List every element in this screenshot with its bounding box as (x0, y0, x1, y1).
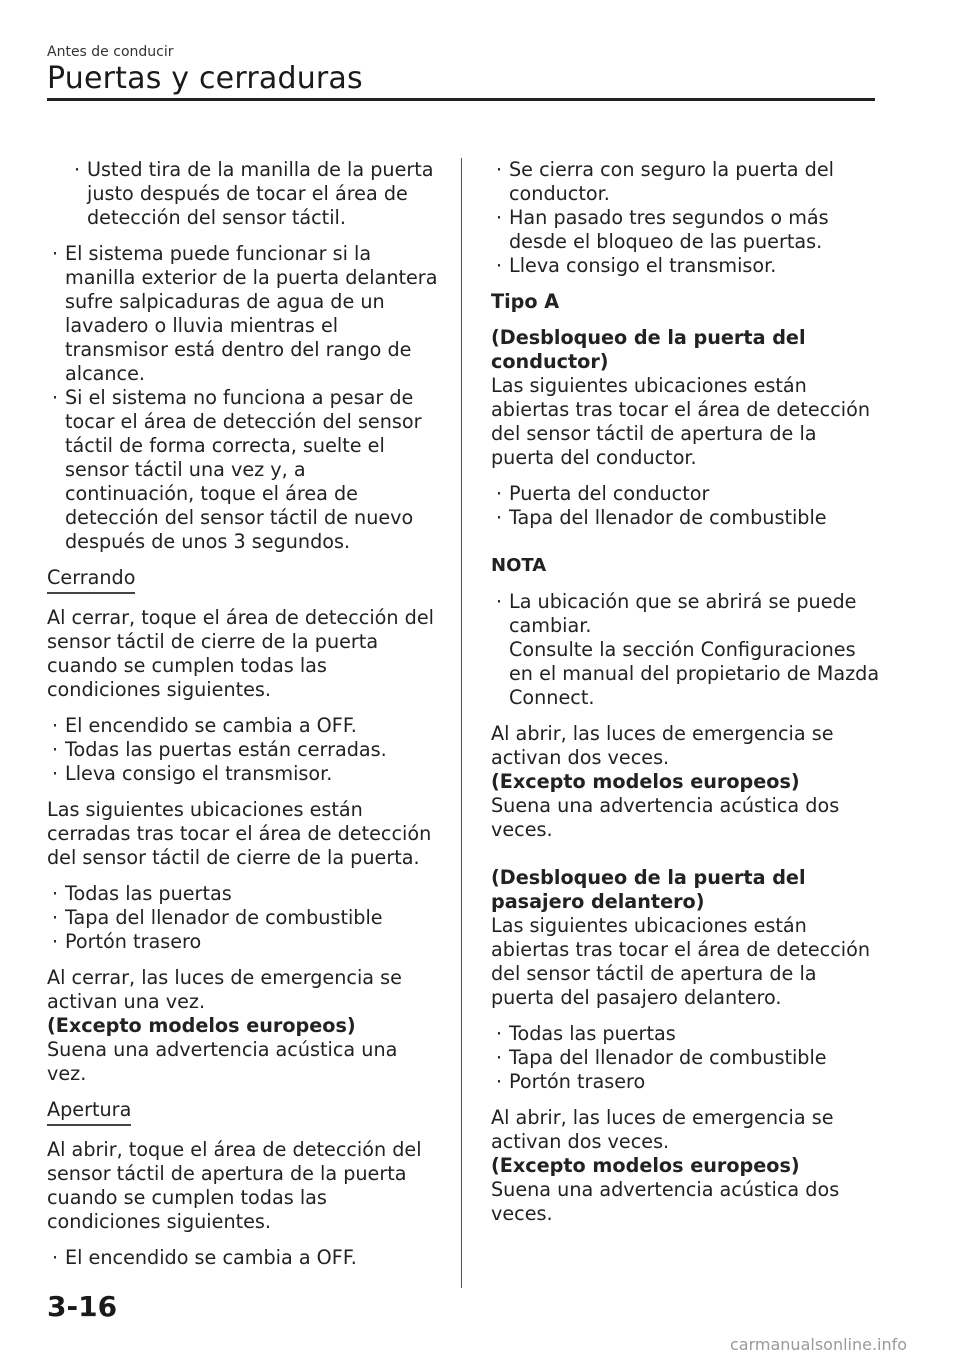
bullet-list (47, 1246, 439, 1270)
list-item: · Tapa del llenador de combustible (491, 1046, 883, 1070)
lights-text: Al abrir, las luces de emergencia se activan dos veces. (491, 1106, 834, 1153)
page-header (47, 44, 875, 96)
bullet-list (47, 714, 439, 786)
list-item: · Todas las puertas (491, 1022, 883, 1046)
passenger-heading: (Desbloqueo de la puerta del pasajero delantero) (491, 866, 806, 913)
nota-item: Consulte la sección Configuraciones en el manual del propietario de Mazda Connect. (509, 638, 880, 709)
bullet-list (491, 1022, 883, 1094)
list-item: · Han pasado tres segundos o más desde el bloqueo de las puertas. (491, 206, 883, 254)
list-item: · El encendido se cambia a OFF. (47, 714, 439, 738)
paragraph (491, 866, 883, 1010)
column-divider (461, 158, 462, 1288)
passenger-intro: Las siguientes ubicaciones están abiertas tras tocar el área de detección del sensor táctil de apertura de la puerta del pasajero delantero. (491, 914, 871, 1009)
sound-text: Suena una advertencia acústica una vez. (47, 1038, 398, 1085)
list-item: · Tapa del llenador de combustible (47, 906, 439, 930)
except-label: (Excepto modelos europeos) (491, 1154, 800, 1177)
list-item: · Lleva consigo el transmisor. (47, 762, 439, 786)
list-item: · Todas las puertas (47, 882, 439, 906)
list-item: · El sistema puede funcionar si la manilla exterior de la puerta delantera sufre salpicaduras de agua de un lavadero o lluvia mientras el transmisor está dentro del rango de alcance. (47, 242, 439, 386)
except-label: (Excepto modelos europeos) (491, 770, 800, 793)
list-item: · Usted tira de la manilla de la puerta justo después de tocar el área de detección del sensor táctil. (47, 158, 439, 230)
paragraph (491, 326, 883, 470)
left-column (47, 158, 439, 1282)
driver-intro: Las siguientes ubicaciones están abiertas tras tocar el área de detección del sensor táctil de apertura de la puerta del conductor. (491, 374, 871, 469)
list-item (491, 590, 883, 710)
sound-text: Suena una advertencia acústica dos veces. (491, 794, 840, 841)
right-column (491, 158, 883, 1238)
bullet-list (47, 882, 439, 954)
list-item: · Puerta del conductor (491, 482, 883, 506)
bullet-list (491, 158, 883, 278)
spacer (491, 854, 883, 866)
paragraph: Las siguientes ubicaciones están cerradas tras tocar el área de detección del sensor táctil de cierre de la puerta. (47, 798, 432, 869)
list-item: · Portón trasero (47, 930, 439, 954)
lights-text: Al cerrar, las luces de emergencia se activan una vez. (47, 966, 402, 1013)
header-rule (47, 98, 875, 101)
list-item: · Se cierra con seguro la puerta del conductor. (491, 158, 883, 206)
nota-label: NOTA (491, 555, 547, 576)
list-item: · El encendido se cambia a OFF. (47, 1246, 439, 1270)
nota-list (491, 590, 883, 710)
page-title: Puertas y cerraduras (47, 61, 363, 96)
sound-text: Suena una advertencia acústica dos veces. (491, 1178, 840, 1225)
bullet-list (47, 242, 439, 554)
except-label: (Excepto modelos europeos) (47, 1014, 356, 1037)
paragraph (491, 722, 883, 842)
paragraph (47, 966, 439, 1086)
bullet-list (491, 482, 883, 530)
list-item: · Tapa del llenador de combustible (491, 506, 883, 530)
paragraph (491, 1106, 883, 1226)
section-label: Antes de conducir (47, 44, 174, 60)
cerrando-heading: Cerrando (47, 566, 135, 594)
tipo-a-heading: Tipo A (491, 290, 560, 313)
nota-item: La ubicación que se abrirá se puede cambiar. (509, 590, 857, 637)
driver-heading: (Desbloqueo de la puerta del conductor) (491, 326, 806, 373)
list-item: · Lleva consigo el transmisor. (491, 254, 883, 278)
bullet-list (47, 158, 439, 230)
lights-text: Al abrir, las luces de emergencia se activan dos veces. (491, 722, 834, 769)
apertura-heading: Apertura (47, 1098, 131, 1126)
list-item: · Todas las puertas están cerradas. (47, 738, 439, 762)
watermark: carmanualsonline.info (730, 1335, 908, 1354)
paragraph: Al cerrar, toque el área de detección del sensor táctil de cierre de la puerta cuando se cumplen todas las condiciones siguientes. (47, 606, 434, 701)
list-item: · Portón trasero (491, 1070, 883, 1094)
page-number: 3-16 (47, 1290, 118, 1323)
list-item: · Si el sistema no funciona a pesar de tocar el área de detección del sensor táctil de forma correcta, suelte el sensor táctil una vez y, a continuación, toque el área de detección del sensor táctil de nuevo después de unos 3 segundos. (47, 386, 439, 554)
spacer (491, 542, 883, 554)
paragraph: Al abrir, toque el área de detección del sensor táctil de apertura de la puerta cuando se cumplen todas las condiciones siguientes. (47, 1138, 422, 1233)
